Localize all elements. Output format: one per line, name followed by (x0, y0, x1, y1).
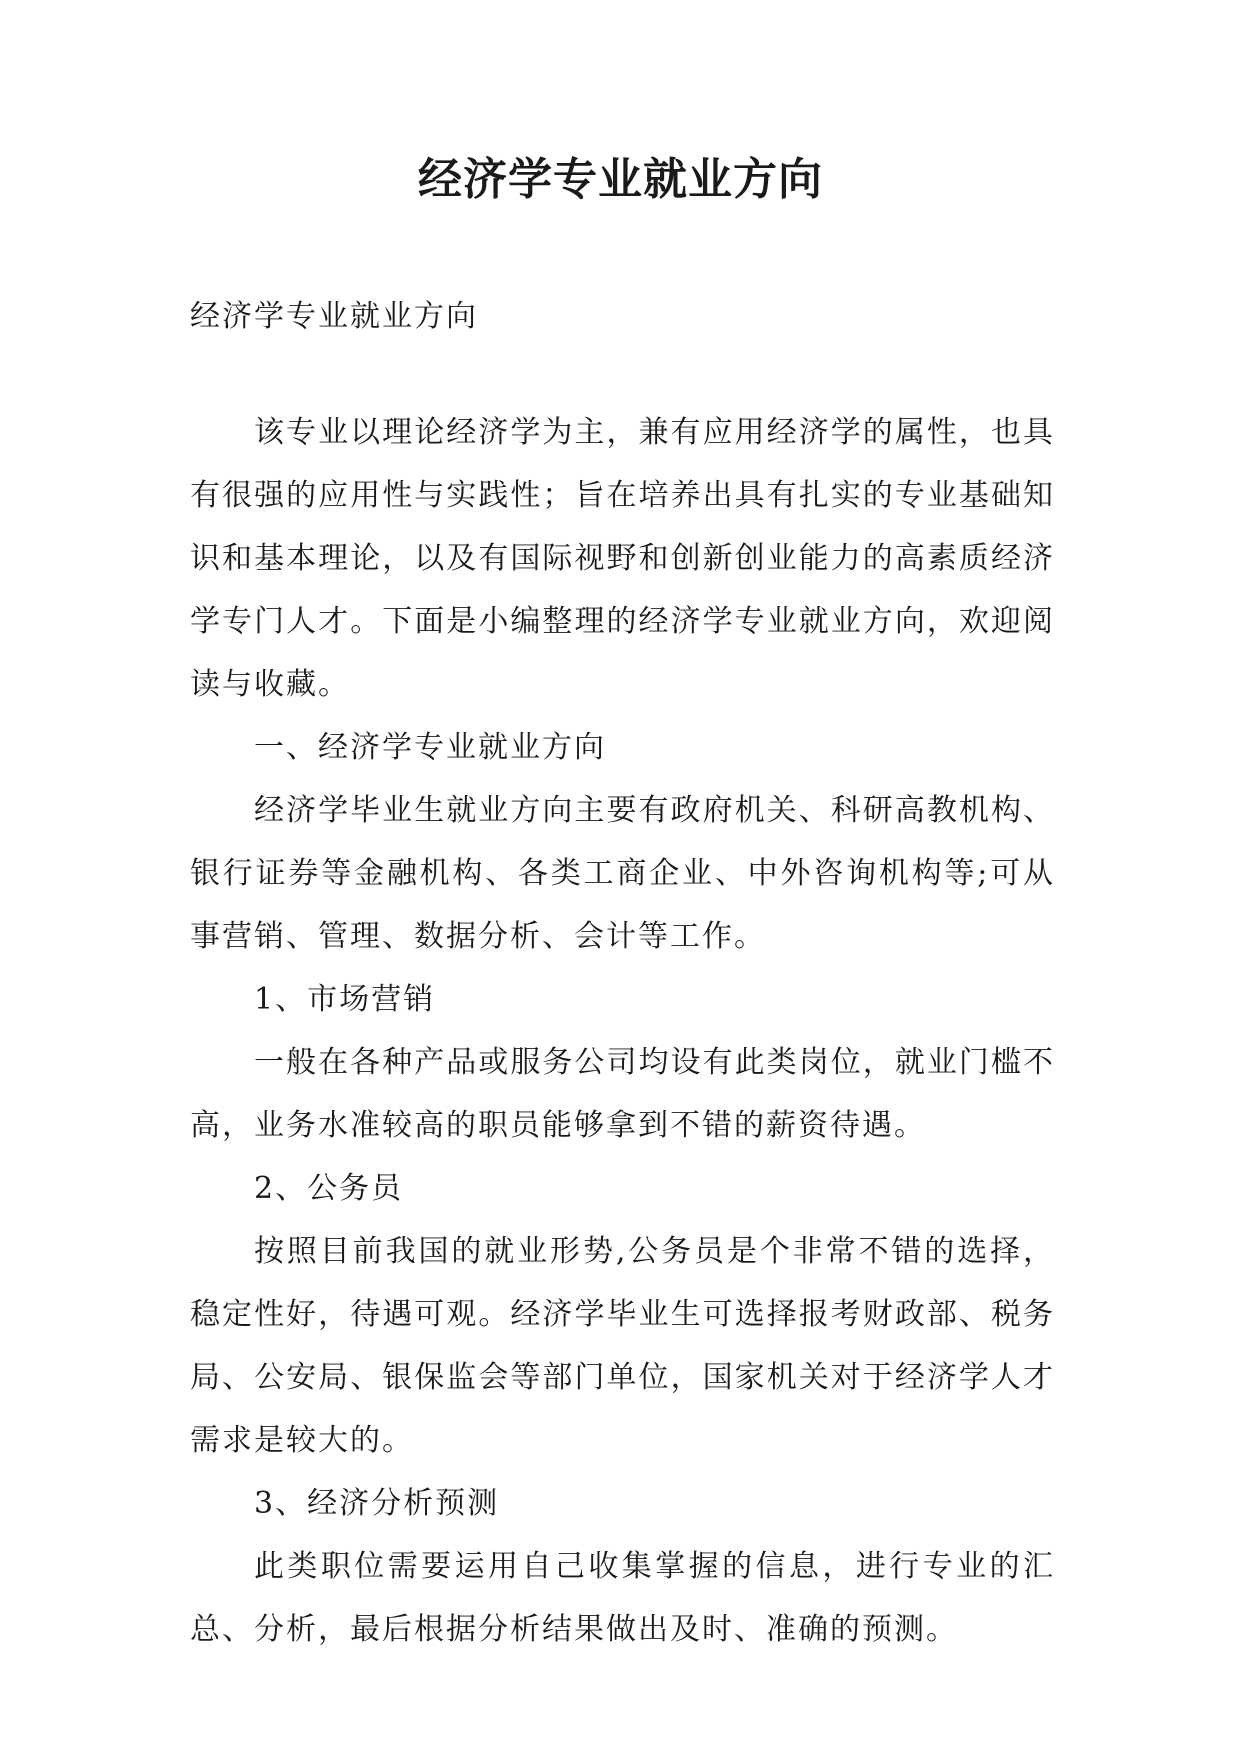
heading-civil-servant: 2、公务员 (254, 1171, 404, 1206)
heading-economic-forecasting: 3、经济分析预测 (254, 1486, 500, 1521)
economic-forecasting-paragraph: 此类职位需要运用自己收集掌握的信息，进行专业的汇总、分析，最后根据分析结果做出及时、准确的预测。 (190, 1549, 1055, 1647)
document-body (190, 285, 1055, 1661)
section-heading-employment-directions: 一、经济学专业就业方向 (254, 730, 606, 765)
intro-paragraph: 该专业以理论经济学为主，兼有应用经济学的属性，也具有很强的应用性与实践性；旨在培养出具有扎实的专业基础知识和基本理论，以及有国际视野和创新创业能力的高素质经济学专门人才。下面是小编整理的经济学专业就业方向，欢迎阅读与收藏。 (190, 415, 1055, 702)
civil-servant-paragraph: 按照目前我国的就业形势,公务员是个非常不错的选择，稳定性好，待遇可观。经济学毕业生可选择报考财政部、税务局、公安局、银保监会等部门单位，国家机关对于经济学人才需求是较大的。 (190, 1234, 1055, 1458)
document-title: 经济学专业就业方向 (418, 154, 823, 205)
document-subtitle: 经济学专业就业方向 (190, 299, 478, 334)
marketing-paragraph: 一般在各种产品或服务公司均设有此类岗位，就业门槛不高，业务水准较高的职员能够拿到不错的薪资待遇。 (190, 1045, 1055, 1143)
employment-directions-paragraph: 经济学毕业生就业方向主要有政府机关、科研高教机构、银行证券等金融机构、各类工商企业、中外咨询机构等;可从事营销、管理、数据分析、会计等工作。 (190, 793, 1055, 954)
heading-marketing: 1、市场营销 (254, 982, 436, 1017)
